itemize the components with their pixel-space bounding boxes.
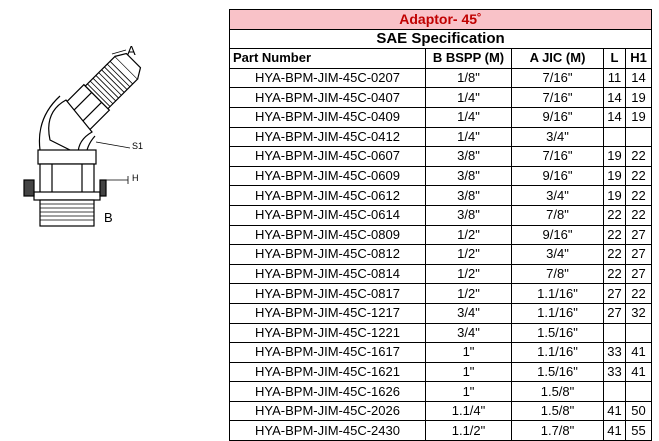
- header-a-jic: A JIC (M): [512, 49, 604, 69]
- adaptor-45-diagram: [0, 0, 228, 426]
- table-row: [230, 401, 652, 421]
- cell-h1: 41: [626, 362, 652, 382]
- cell-a-jic: 1.5/8": [512, 401, 604, 421]
- cell-b-bspp: 1/2": [426, 245, 512, 265]
- cell-part-number: HYA-BPM-JIM-45C-0814: [230, 264, 426, 284]
- header-b-bspp: B BSPP (M): [426, 49, 512, 69]
- label-h: H: [132, 173, 139, 183]
- label-s1: S1: [132, 141, 144, 151]
- table-row: [230, 323, 652, 343]
- cell-h1: [626, 323, 652, 343]
- table-row: [230, 205, 652, 225]
- cell-l: 27: [604, 303, 626, 323]
- cell-l: 41: [604, 401, 626, 421]
- table-row: [230, 107, 652, 127]
- cell-l: 19: [604, 186, 626, 206]
- cell-h1: 22: [626, 186, 652, 206]
- table-title: Adaptor- 45˚: [230, 10, 652, 30]
- table-row: [230, 382, 652, 402]
- cell-l: 41: [604, 421, 626, 441]
- cell-a-jic: 1.7/8": [512, 421, 604, 441]
- cell-b-bspp: 1.1/4": [426, 401, 512, 421]
- cell-part-number: HYA-BPM-JIM-45C-1217: [230, 303, 426, 323]
- cell-b-bspp: 1/2": [426, 225, 512, 245]
- table-row: [230, 147, 652, 167]
- cell-b-bspp: 3/4": [426, 323, 512, 343]
- cell-b-bspp: 1/4": [426, 88, 512, 108]
- table-row: [230, 68, 652, 88]
- table-row: [230, 303, 652, 323]
- cell-part-number: HYA-BPM-JIM-45C-2026: [230, 401, 426, 421]
- cell-h1: 19: [626, 88, 652, 108]
- cell-a-jic: 1.1/16": [512, 284, 604, 304]
- cell-part-number: HYA-BPM-JIM-45C-0407: [230, 88, 426, 108]
- cell-b-bspp: 1": [426, 382, 512, 402]
- fitting-drawing: [0, 0, 228, 426]
- cell-l: 22: [604, 264, 626, 284]
- cell-part-number: HYA-BPM-JIM-45C-1221: [230, 323, 426, 343]
- cell-l: [604, 323, 626, 343]
- table-row: [230, 225, 652, 245]
- cell-b-bspp: 1/4": [426, 127, 512, 147]
- header-part-number: Part Number: [230, 49, 426, 69]
- cell-l: 27: [604, 284, 626, 304]
- cell-part-number: HYA-BPM-JIM-45C-0412: [230, 127, 426, 147]
- table-title-row: [230, 10, 652, 30]
- cell-b-bspp: 1/2": [426, 284, 512, 304]
- cell-h1: 41: [626, 343, 652, 363]
- cell-part-number: HYA-BPM-JIM-45C-0609: [230, 166, 426, 186]
- cell-a-jic: 9/16": [512, 166, 604, 186]
- cell-a-jic: 1.5/16": [512, 362, 604, 382]
- cell-h1: 22: [626, 205, 652, 225]
- table-row: [230, 245, 652, 265]
- table-row: [230, 362, 652, 382]
- cell-a-jic: 9/16": [512, 107, 604, 127]
- cell-part-number: HYA-BPM-JIM-45C-0614: [230, 205, 426, 225]
- cell-b-bspp: 1/2": [426, 264, 512, 284]
- cell-h1: 19: [626, 107, 652, 127]
- cell-part-number: HYA-BPM-JIM-45C-0612: [230, 186, 426, 206]
- cell-b-bspp: 1/4": [426, 107, 512, 127]
- cell-l: 19: [604, 166, 626, 186]
- table-subtitle-row: [230, 29, 652, 49]
- cell-h1: 50: [626, 401, 652, 421]
- cell-a-jic: 1.5/8": [512, 382, 604, 402]
- cell-part-number: HYA-BPM-JIM-45C-0817: [230, 284, 426, 304]
- cell-b-bspp: 3/8": [426, 205, 512, 225]
- cell-a-jic: 3/4": [512, 127, 604, 147]
- cell-a-jic: 7/16": [512, 68, 604, 88]
- cell-l: [604, 127, 626, 147]
- cell-l: 11: [604, 68, 626, 88]
- cell-h1: [626, 382, 652, 402]
- cell-part-number: HYA-BPM-JIM-45C-0207: [230, 68, 426, 88]
- header-l: L: [604, 49, 626, 69]
- cell-h1: 27: [626, 225, 652, 245]
- cell-part-number: HYA-BPM-JIM-45C-0607: [230, 147, 426, 167]
- cell-part-number: HYA-BPM-JIM-45C-0409: [230, 107, 426, 127]
- cell-b-bspp: 3/4": [426, 303, 512, 323]
- cell-l: 19: [604, 147, 626, 167]
- table-row: [230, 421, 652, 441]
- table-subtitle: SAE Specification: [230, 29, 652, 49]
- cell-h1: 32: [626, 303, 652, 323]
- cell-h1: 22: [626, 147, 652, 167]
- cell-a-jic: 1.1/16": [512, 343, 604, 363]
- table-row: [230, 284, 652, 304]
- cell-a-jic: 7/8": [512, 264, 604, 284]
- cell-a-jic: 7/16": [512, 88, 604, 108]
- table-row: [230, 127, 652, 147]
- cell-a-jic: 9/16": [512, 225, 604, 245]
- cell-l: 22: [604, 205, 626, 225]
- cell-part-number: HYA-BPM-JIM-45C-1617: [230, 343, 426, 363]
- table-row: [230, 88, 652, 108]
- cell-part-number: HYA-BPM-JIM-45C-0809: [230, 225, 426, 245]
- cell-h1: 27: [626, 264, 652, 284]
- table-row: [230, 186, 652, 206]
- cell-b-bspp: 1": [426, 343, 512, 363]
- cell-b-bspp: 3/8": [426, 166, 512, 186]
- cell-h1: 22: [626, 166, 652, 186]
- cell-h1: 55: [626, 421, 652, 441]
- cell-l: 22: [604, 245, 626, 265]
- cell-a-jic: 7/8": [512, 205, 604, 225]
- table-row: [230, 166, 652, 186]
- spec-table: [229, 9, 652, 441]
- cell-l: 33: [604, 343, 626, 363]
- cell-b-bspp: 1": [426, 362, 512, 382]
- label-a: A: [127, 43, 136, 58]
- cell-b-bspp: 3/8": [426, 147, 512, 167]
- cell-a-jic: 1.1/16": [512, 303, 604, 323]
- table-header-row: [230, 49, 652, 69]
- header-h1: H1: [626, 49, 652, 69]
- cell-b-bspp: 1/8": [426, 68, 512, 88]
- cell-l: 14: [604, 88, 626, 108]
- cell-a-jic: 7/16": [512, 147, 604, 167]
- cell-l: 22: [604, 225, 626, 245]
- cell-a-jic: 3/4": [512, 245, 604, 265]
- cell-h1: [626, 127, 652, 147]
- label-b: B: [104, 210, 113, 225]
- cell-l: 14: [604, 107, 626, 127]
- table-row: [230, 343, 652, 363]
- cell-a-jic: 1.5/16": [512, 323, 604, 343]
- table-row: [230, 264, 652, 284]
- cell-h1: 22: [626, 284, 652, 304]
- cell-part-number: HYA-BPM-JIM-45C-1626: [230, 382, 426, 402]
- cell-part-number: HYA-BPM-JIM-45C-2430: [230, 421, 426, 441]
- cell-b-bspp: 1.1/2": [426, 421, 512, 441]
- cell-l: [604, 382, 626, 402]
- cell-part-number: HYA-BPM-JIM-45C-1621: [230, 362, 426, 382]
- cell-part-number: HYA-BPM-JIM-45C-0812: [230, 245, 426, 265]
- cell-b-bspp: 3/8": [426, 186, 512, 206]
- cell-a-jic: 3/4": [512, 186, 604, 206]
- cell-l: 33: [604, 362, 626, 382]
- cell-h1: 14: [626, 68, 652, 88]
- cell-h1: 27: [626, 245, 652, 265]
